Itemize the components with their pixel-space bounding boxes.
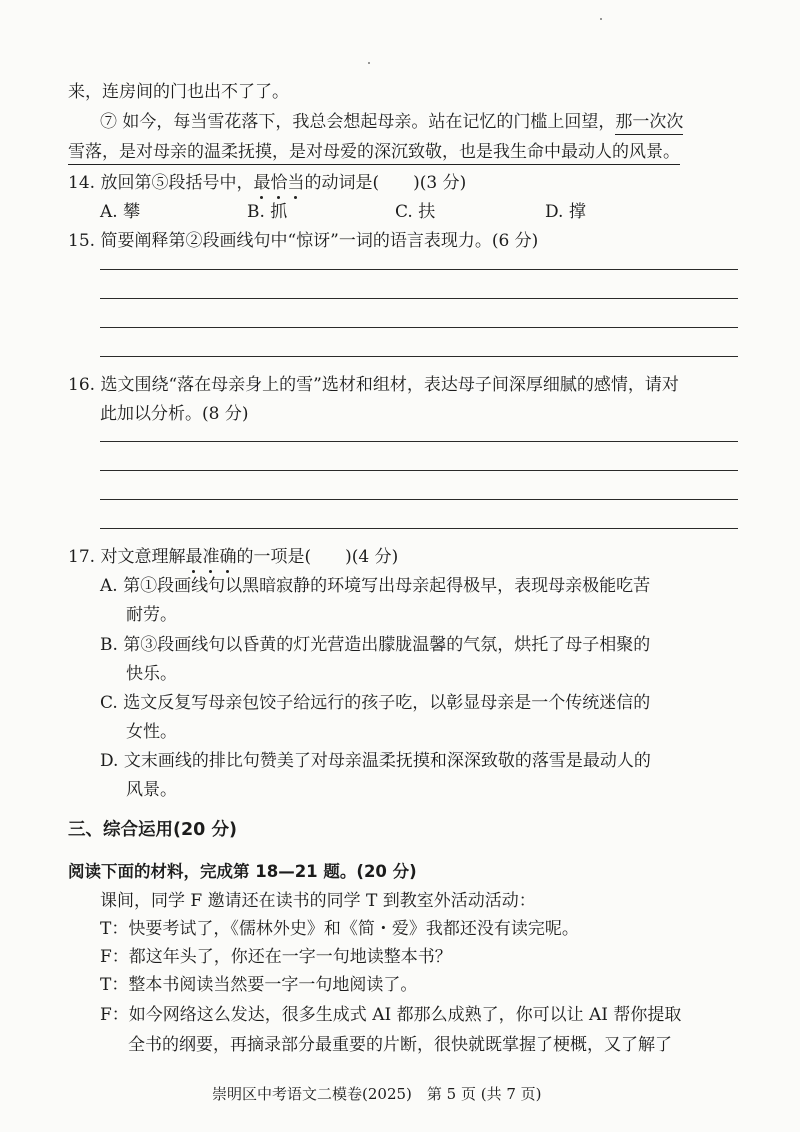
q14-emphasis-text bbox=[253, 173, 304, 193]
dialogue-line: F：如今网络这么发达，很多生成式 AI 都那么成熟了，你可以让 AI 帮你提取 bbox=[100, 1005, 682, 1025]
q14-emphasis bbox=[253, 173, 304, 193]
dialogue-line: T：快要考试了，《儒林外史》和《简・爱》我都还没有读完呢。 bbox=[100, 919, 579, 939]
question-14-stem bbox=[68, 168, 466, 193]
page-footer: 崇明区中考语文二模卷(2025) 第 5 页 (共 7 页) bbox=[212, 1085, 542, 1103]
dialogue-line: T：整本书阅读当然要一字一句地阅读了。 bbox=[100, 975, 418, 995]
dialogue-line: F：都这年头了，你还在一字一句地读整本书？ bbox=[100, 947, 452, 967]
q17-option-a-line2: 耐劳。 bbox=[126, 605, 177, 625]
question-16-stem-line2: 此加以分析。(8 分) bbox=[100, 404, 249, 424]
emphasis-char: 恰 bbox=[270, 168, 287, 193]
section-3-instructions: 阅读下面的材料，完成第 18—21 题。(20 分) bbox=[68, 862, 417, 881]
emphasis-char: 准 bbox=[202, 542, 219, 567]
q14-stem-tail: 的动词是( )(3 分) bbox=[304, 173, 467, 193]
emphasis-char: 当 bbox=[287, 168, 304, 193]
question-16-stem-line1: 16. 选文围绕“落在母亲身上的雪”选材和组材，表达母子间深厚细腻的感情，请对 bbox=[68, 375, 679, 395]
q17-emphasis bbox=[185, 547, 236, 567]
answer-line[interactable] bbox=[100, 298, 738, 299]
section-3-heading: 三、综合运用(20 分) bbox=[68, 820, 237, 840]
q17-option-c-line1: C. 选文反复写母亲包饺子给远行的孩子吃，以彰显母亲是一个传统迷信的 bbox=[100, 693, 651, 713]
underlined-sentence-part2: 雪落，是对母亲的温柔抚摸，是对母爱的深沉致敬，也是我生命中最动人的风景。 bbox=[68, 142, 680, 165]
q17-stem-text: 17. 对文意理解 bbox=[68, 547, 186, 567]
underlined-sentence-part1: 那一次次 bbox=[615, 112, 683, 135]
dialogue-line: 课间，同学 F 邀请还在读书的同学 T 到教室外活动活动： bbox=[100, 891, 536, 911]
answer-line[interactable] bbox=[100, 269, 738, 270]
q14-option-d: D. 撑 bbox=[545, 202, 586, 222]
q17-option-a-line1: A. 第①段画线句以黑暗寂静的环境写出母亲起得极早，表现母亲极能吃苦 bbox=[100, 576, 651, 596]
q14-stem-text: 14. 放回第⑤段括号中， bbox=[68, 173, 254, 193]
answer-line[interactable] bbox=[100, 327, 738, 328]
paragraph-7-line2 bbox=[68, 137, 680, 162]
q17-option-b-line1: B. 第③段画线句以昏黄的灯光营造出朦胧温馨的气氛，烘托了母子相聚的 bbox=[100, 635, 651, 655]
answer-line[interactable] bbox=[100, 441, 738, 442]
q17-emphasis-text bbox=[185, 547, 236, 567]
paragraph-7-text: ⑦ 如今，每当雪花落下，我总会想起母亲。站在记忆的门槛上回望， bbox=[100, 112, 616, 132]
dialogue-line: 全书的纲要，再摘录部分最重要的片断，很快就既掌握了梗概，又了解了 bbox=[128, 1035, 672, 1055]
q17-option-d-line1: D. 文末画线的排比句赞美了对母亲温柔抚摸和深深致敬的落雪是最动人的 bbox=[100, 751, 651, 771]
scan-speck bbox=[600, 18, 602, 20]
answer-line[interactable] bbox=[100, 470, 738, 471]
q17-option-d-line2: 风景。 bbox=[126, 780, 177, 800]
paragraph-7-line1 bbox=[100, 107, 683, 132]
answer-line[interactable] bbox=[100, 499, 738, 500]
answer-line[interactable] bbox=[100, 528, 738, 529]
answer-line[interactable] bbox=[100, 356, 738, 357]
emphasis-char: 确 bbox=[219, 542, 236, 567]
emphasis-char: 最 bbox=[253, 168, 270, 193]
q14-option-b: B. 抓 bbox=[247, 202, 288, 222]
q17-option-b-line2: 快乐。 bbox=[126, 664, 177, 684]
passage-continuation: 来，连房间的门也出不了了。 bbox=[68, 82, 289, 102]
question-15-stem: 15. 简要阐释第②段画线句中“惊讶”一词的语言表现力。(6 分) bbox=[68, 231, 539, 251]
question-17-stem bbox=[68, 542, 398, 567]
q14-option-c: C. 扶 bbox=[395, 202, 436, 222]
scan-speck bbox=[368, 62, 370, 64]
q17-stem-tail: 的一项是( )(4 分) bbox=[236, 547, 399, 567]
emphasis-char: 最 bbox=[185, 542, 202, 567]
q14-option-a: A. 攀 bbox=[100, 202, 141, 222]
q17-option-c-line2: 女性。 bbox=[126, 722, 177, 742]
